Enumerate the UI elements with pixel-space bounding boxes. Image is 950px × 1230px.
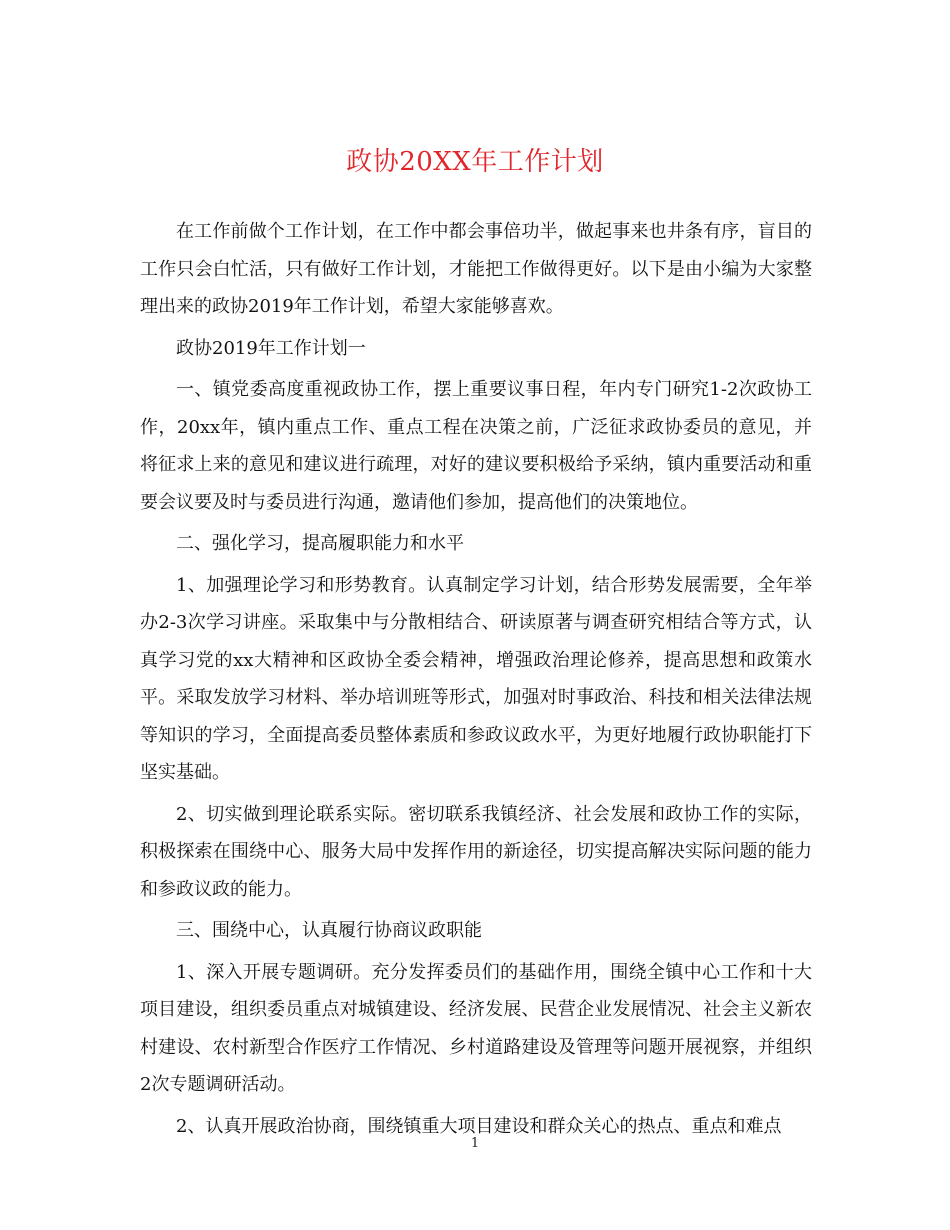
paragraph-section-3-heading: 三、围绕中心，认真履行协商议政职能 [176,920,482,941]
paragraph-section-3-item-2: 2、认真开展政治协商，围绕镇重大项目建设和群众关心的热点、重点和难点 [176,1115,782,1137]
paragraph-section-3-item-1: 1、深入开展专题调研。充分发挥委员们的基础作用，围绕全镇中心工作和十大项目建设，组织委员重点对城镇建设、经济发展、民营企业发展情况、社会主义新农村建设、农村新型合作医疗工作情况、乡村道路建设及管理等问题开展视察，并组织2次专题调研活动。 [140,961,812,1095]
paragraph-plan-heading: 政协2019年工作计划一 [176,337,366,359]
paragraph-section-1: 一、镇党委高度重视政协工作，摆上重要议事日程，年内专门研究1-2次政协工作，20xx年，镇内重点工作、重点工程在决策之前，广泛征求政协委员的意见，并将征求上来的意见和建议进行疏理，对好的建议要积极给予采纳，镇内重要活动和重要会议要及时与委员进行沟通，邀请他们参加，提高他们的决策地位。 [140,379,812,513]
page-number: 1 [470,1136,480,1151]
paragraph-section-2-item-1: 1、加强理论学习和形势教育。认真制定学习计划，结合形势发展需要，全年举办2-3次学习讲座。采取集中与分散相结合、研读原著与调查研究相结合等方式，认真学习党的xx大精神和区政协全委会精神，增强政治理论修养，提高思想和政策水平。采取发放学习材料、举办培训班等形式，加强对时事政治、科技和相关法律法规等知识的学习，全面提高委员整体素质和参政议政水平，为更好地履行政协职能打下坚实基础。 [140,574,812,783]
paragraph-intro: 在工作前做个工作计划，在工作中都会事倍功半，做起事来也井条有序，盲目的工作只会白忙活，只有做好工作计划，才能把工作做得更好。以下是由小编为大家整理出来的政协2019年工作计划，希望大家能够喜欢。 [140,221,812,317]
document-title: 政协20XX年工作计划 [346,147,604,177]
paragraph-section-2-item-2: 2、切实做到理论联系实际。密切联系我镇经济、社会发展和政协工作的实际，积极探索在围绕中心、服务大局中发挥作用的新途径，切实提高解决实际问题的能力和参政议政的能力。 [140,803,812,900]
document-body [140,213,812,1149]
paragraph-section-2-heading: 二、强化学习，提高履职能力和水平 [176,533,464,554]
